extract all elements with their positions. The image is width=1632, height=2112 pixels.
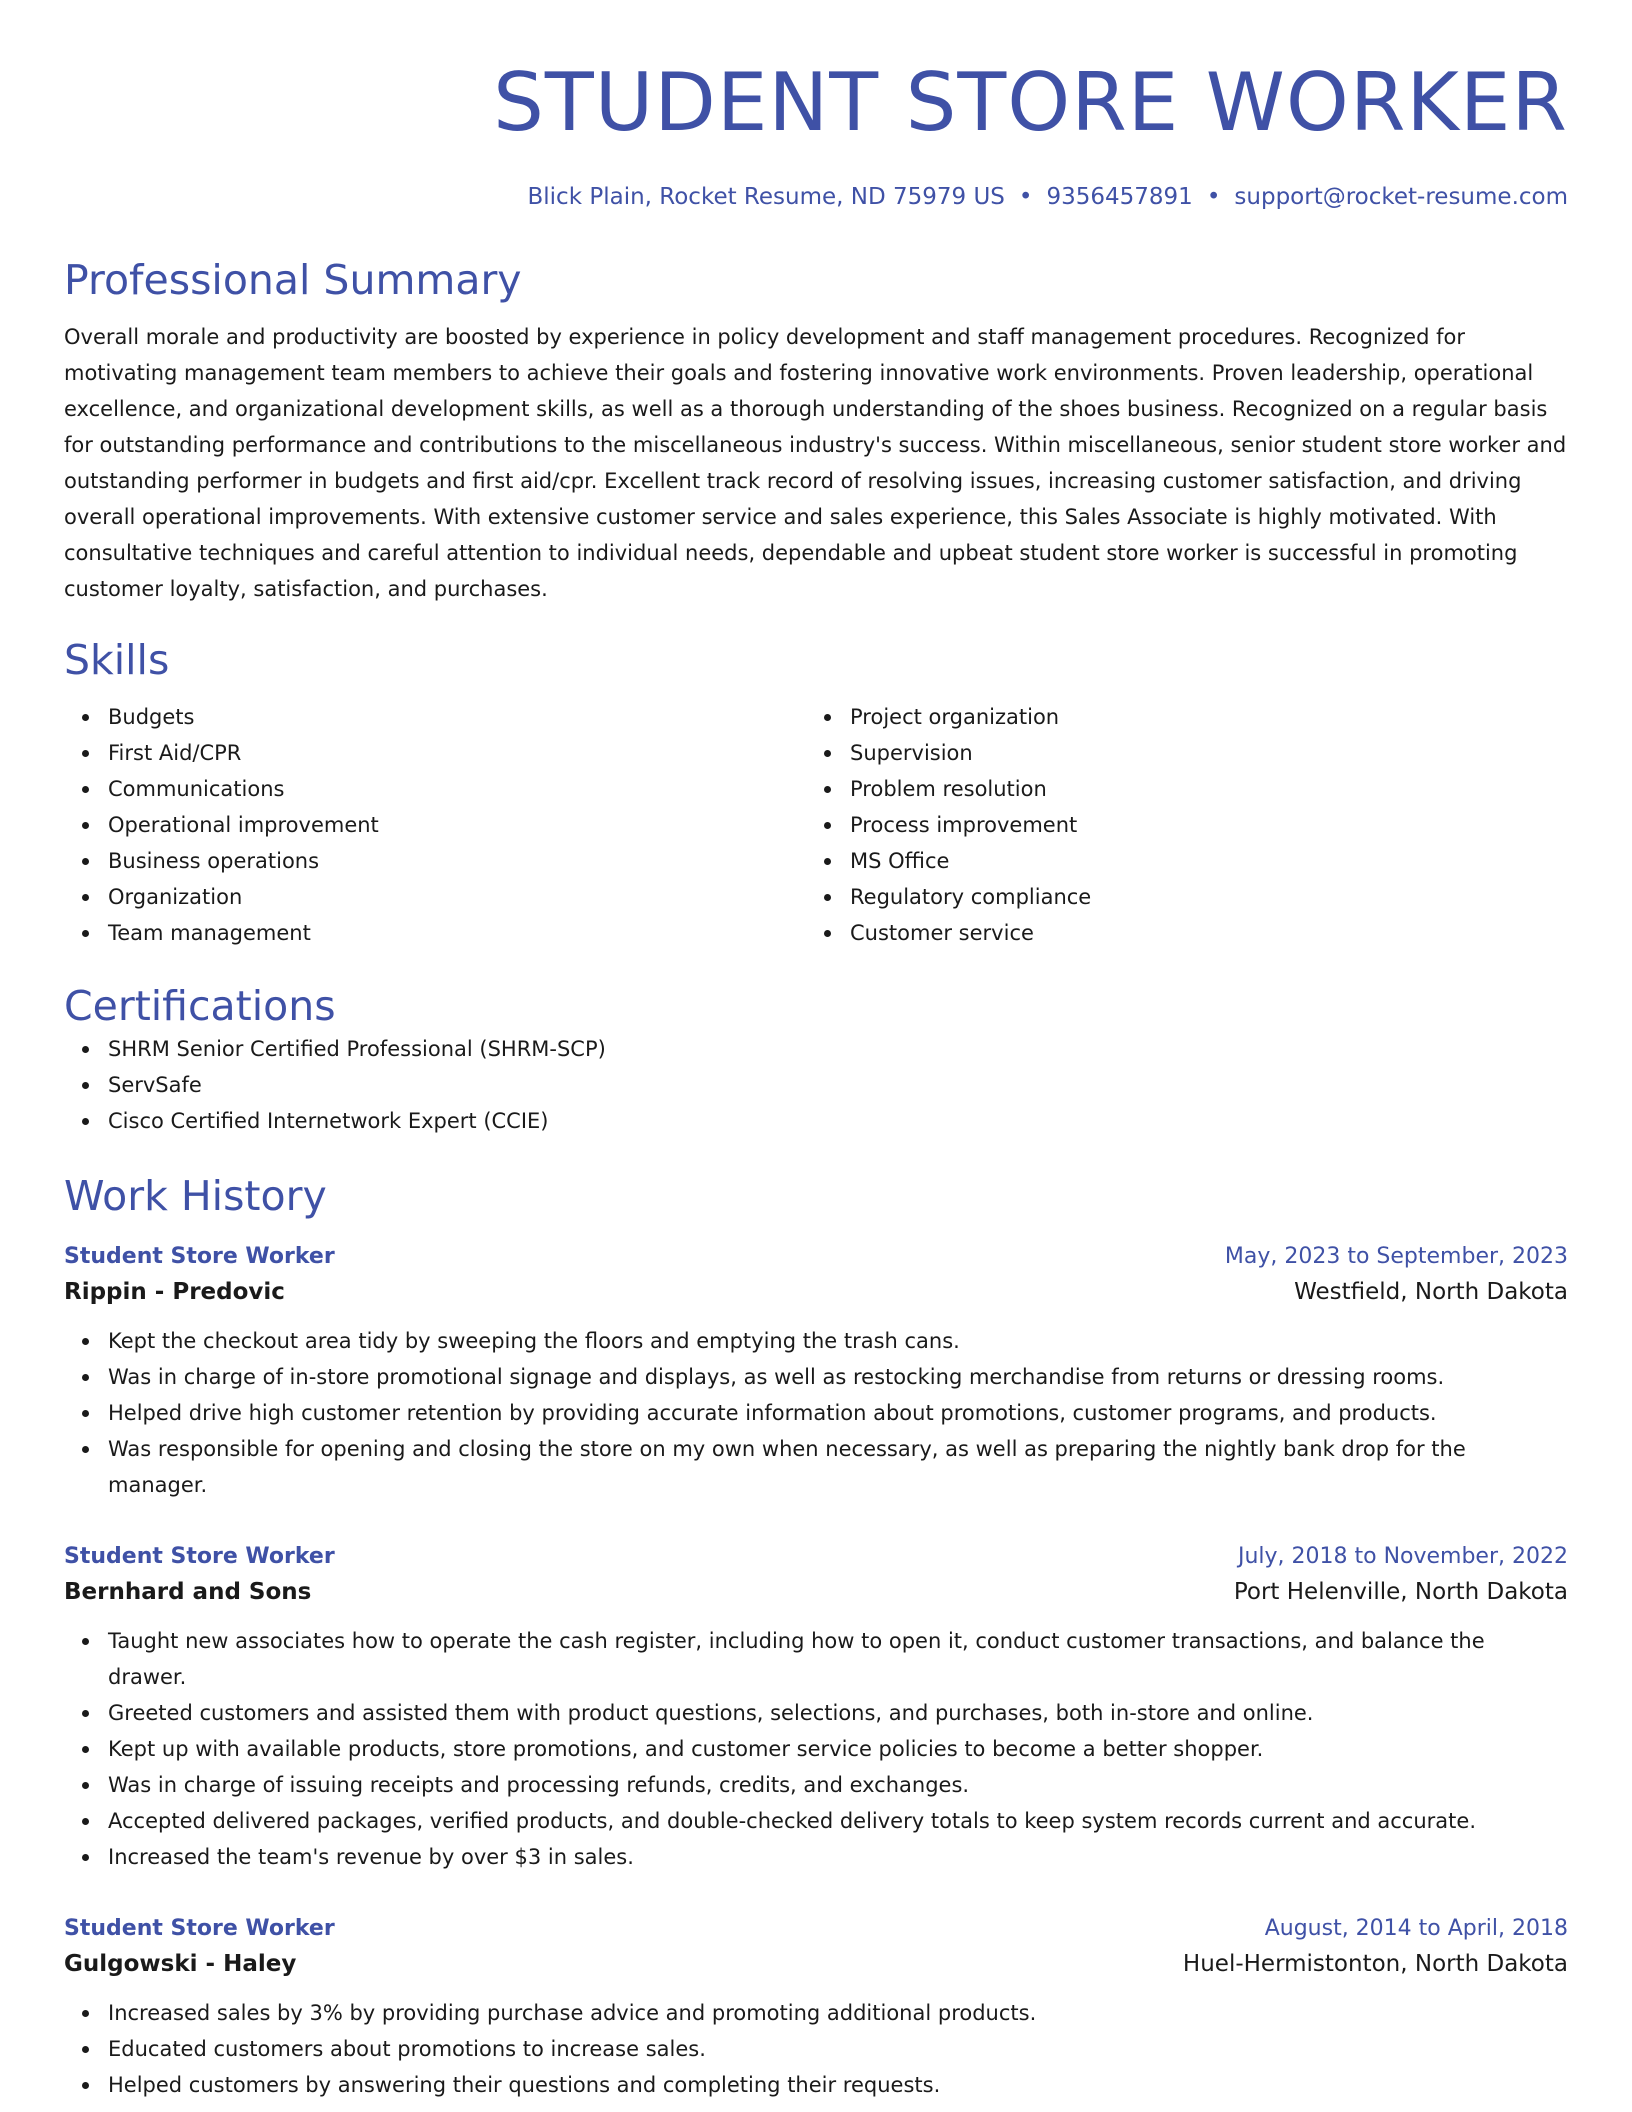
job-employer-row: [64, 1945, 1568, 1983]
certification-item: SHRM Senior Certified Professional (SHRM-SCP): [108, 1031, 1568, 1067]
job-company: Gulgowski - Haley: [64, 1951, 297, 1977]
job-duty-item: Taught new associates how to operate the cash register, including how to open it, conduct customer transactions, and balance the drawer.: [108, 1623, 1568, 1695]
summary-text: Overall morale and productivity are boosted by experience in policy development and staff management procedures. Recognized for motivating management team members to achieve their goals and fostering innovative work environments. Proven leadership, operational excellence, and organizational development skills, as well as a thorough understanding of the shoes business. Recognized on a regular basis for outstanding performance and contributions to the miscellaneous industry's success. Within miscellaneous, senior student store worker and outstanding performer in budgets and first aid/cpr. Excellent track record of resolving issues, increasing customer satisfaction, and driving overall operational improvements. With extensive customer service and sales experience, this Sales Associate is highly motivated. With consultative techniques and careful attention to individual needs, dependable and upbeat student store worker is successful in promoting customer loyalty, satisfaction, and purchases.: [64, 325, 1567, 601]
skills-columns: [64, 699, 1568, 951]
job-header-row: [64, 1913, 1568, 1945]
skills-heading: Skills: [64, 636, 170, 684]
skills-column-right: [806, 699, 1548, 951]
skill-item: Communications: [108, 771, 806, 807]
work-history-heading: Work History: [64, 1172, 327, 1220]
contact-email: support@rocket-resume.com: [1234, 184, 1568, 210]
job-duty-item: Was in charge of in-store promotional signage and displays, as well as restocking merchandise from returns or dressing rooms.: [108, 1359, 1568, 1395]
contact-phone: 9356457891: [1046, 184, 1193, 210]
job-duties-list: [64, 1995, 1568, 2103]
skill-item: Organization: [108, 879, 806, 915]
job-company: Bernhard and Sons: [64, 1579, 312, 1605]
job-duty-item: Was responsible for opening and closing the store on my own when necessary, as well as preparing the nightly bank drop for the manager.: [108, 1431, 1568, 1503]
skill-item: Problem resolution: [850, 771, 1548, 807]
skill-item: MS Office: [850, 843, 1548, 879]
skill-item: Budgets: [108, 699, 806, 735]
job-duty-item: Helped drive high customer retention by providing accurate information about promotions, customer programs, and products.: [108, 1395, 1568, 1431]
skills-list-left: [64, 699, 806, 951]
contact-address: Blick Plain, Rocket Resume, ND 75979 US: [527, 184, 1005, 210]
job-header-row: [64, 1541, 1568, 1573]
summary-heading: Professional Summary: [64, 256, 522, 304]
contact-line: [64, 181, 1568, 213]
job-duty-item: Kept up with available products, store promotions, and customer service policies to become a better shopper.: [108, 1731, 1568, 1767]
skills-column-left: [64, 699, 806, 951]
skill-item: Business operations: [108, 843, 806, 879]
job-duty-item: Kept the checkout area tidy by sweeping the floors and emptying the trash cans.: [108, 1323, 1568, 1359]
job-employer-row: [64, 1273, 1568, 1311]
skill-item: Project organization: [850, 699, 1548, 735]
job-duty-item: Educated customers about promotions to increase sales.: [108, 2031, 1568, 2067]
job-title: Student Store Worker: [64, 1244, 335, 1269]
job-duty-item: Was in charge of issuing receipts and processing refunds, credits, and exchanges.: [108, 1767, 1568, 1803]
skill-item: Regulatory compliance: [850, 879, 1548, 915]
contact-separator: •: [1206, 184, 1221, 210]
job-location: Huel-Hermistonton, North Dakota: [1182, 1951, 1568, 1977]
job-duty-item: Greeted customers and assisted them with product questions, selections, and purchases, both in-store and online.: [108, 1695, 1568, 1731]
skill-item: Operational improvement: [108, 807, 806, 843]
job-dates: August, 2014 to April, 2018: [1264, 1916, 1568, 1941]
job-entry: [64, 1241, 1568, 1503]
skills-list-right: [806, 699, 1548, 951]
skill-item: Customer service: [850, 915, 1548, 951]
job-duty-item: Increased the team's revenue by over $3 in sales.: [108, 1839, 1568, 1875]
job-entry: [64, 1541, 1568, 1875]
job-duties-list: [64, 1323, 1568, 1503]
job-dates: May, 2023 to September, 2023: [1224, 1244, 1568, 1269]
job-dates: July, 2018 to November, 2022: [1237, 1544, 1568, 1569]
job-location: Westfield, North Dakota: [1294, 1279, 1568, 1305]
job-title: Student Store Worker: [64, 1544, 335, 1569]
certification-item: Cisco Certified Internetwork Expert (CCIE): [108, 1103, 1568, 1139]
skill-item: Team management: [108, 915, 806, 951]
job-duty-item: Helped customers by answering their questions and completing their requests.: [108, 2067, 1568, 2103]
job-duties-list: [64, 1623, 1568, 1875]
job-duty-item: Increased sales by 3% by providing purchase advice and promoting additional products.: [108, 1995, 1568, 2031]
certifications-heading: Certifications: [64, 982, 336, 1030]
job-employer-row: [64, 1573, 1568, 1611]
contact-separator: •: [1018, 184, 1033, 210]
skill-item: Supervision: [850, 735, 1548, 771]
job-header-row: [64, 1241, 1568, 1273]
skill-item: First Aid/CPR: [108, 735, 806, 771]
skill-item: Process improvement: [850, 807, 1548, 843]
job-location: Port Helenville, North Dakota: [1233, 1579, 1568, 1605]
job-entry: [64, 1913, 1568, 2103]
job-company: Rippin - Predovic: [64, 1279, 285, 1305]
job-duty-item: Accepted delivered packages, verified products, and double-checked delivery totals to keep system records current and accurate.: [108, 1803, 1568, 1839]
certifications-list: [64, 1031, 1568, 1139]
job-title: Student Store Worker: [64, 1916, 335, 1941]
certification-item: ServSafe: [108, 1067, 1568, 1103]
candidate-name: STUDENT STORE WORKER: [493, 56, 1568, 149]
